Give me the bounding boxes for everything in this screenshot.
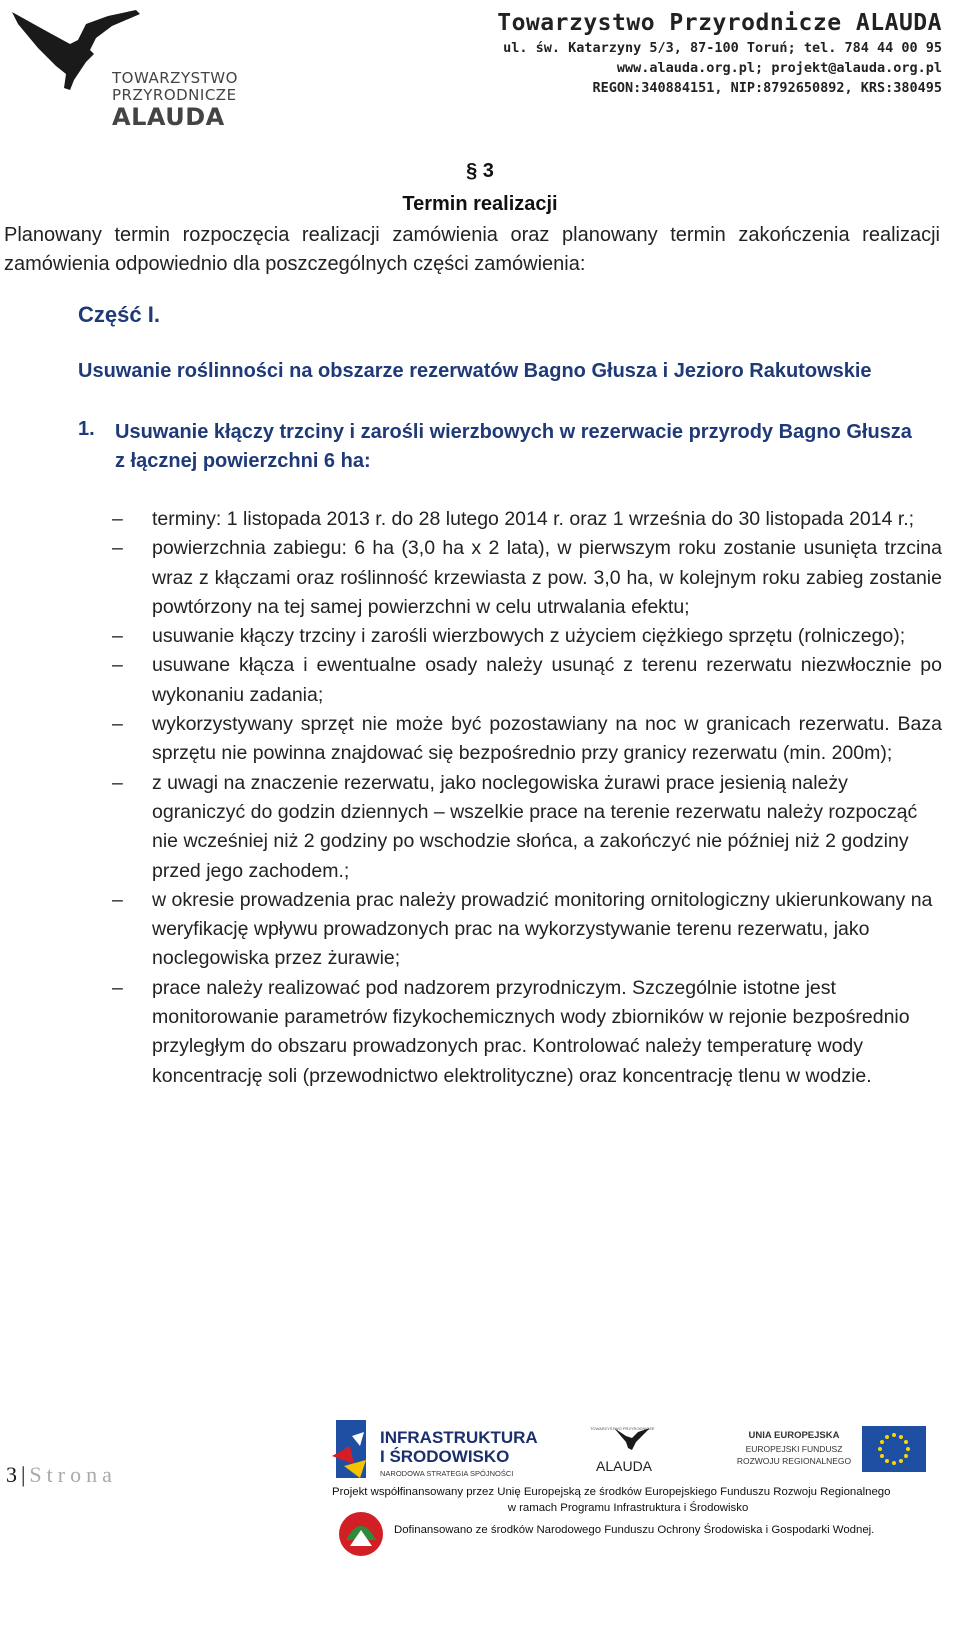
org-ids: REGON:340884151, NIP:8792650892, KRS:380495 [592, 80, 942, 96]
infra-title-2: I ŚRODOWISKO [380, 1447, 510, 1466]
section-number: § 3 [466, 160, 494, 182]
list-item [112, 886, 942, 974]
bullet-dash: – [112, 654, 123, 677]
infrastruktura-logo [330, 1416, 540, 1482]
logo-line-3: ALAUDA [112, 103, 225, 131]
list-item [112, 534, 942, 622]
bullet-dash: – [112, 713, 123, 736]
list-item [112, 710, 942, 769]
bird-small-icon [612, 1424, 652, 1456]
list-item-text: terminy: 1 listopada 2013 r. do 28 lutego 2014 r. oraz 1 września do 30 listopada 2014 r.; [152, 508, 915, 530]
intro-paragraph: Planowany termin rozpoczęcia realizacji zamówienia oraz planowany termin zakończenia realizacji zamówienia odpowiednio dla poszczególnych części zamówienia: [4, 224, 940, 275]
page-number [6, 1462, 117, 1488]
eu-text-1: UNIA EUROPEJSKA [748, 1430, 840, 1441]
logo-wordmark [112, 70, 238, 130]
eu-flag-icon [862, 1426, 926, 1472]
cofinance-line-1: Projekt współfinansowany przez Unię Europejską ze środków Europejskiego Funduszu Rozwoju Regionalnego [332, 1486, 891, 1498]
org-name: Towarzystwo Przyrodnicze ALAUDA [497, 10, 942, 36]
eu-text-2: EUROPEJSKI FUNDUSZ [745, 1444, 843, 1454]
nfosigw-logo-icon [336, 1506, 386, 1558]
list-item-text: wykorzystywany sprzęt nie może być pozostawiany na noc w granicach rezerwatu. Baza sprzętu nie powinna znajdować się bezpośrednio przy granicy rezerwatu (min. 200m); [152, 713, 942, 765]
bullet-dash: – [112, 888, 123, 911]
infrastruktura-emblem-icon [330, 1416, 376, 1482]
page-label: Strona [29, 1462, 117, 1487]
page-separator: | [21, 1462, 26, 1487]
logo-line-2: PRZYRODNICZE [112, 86, 237, 104]
list-item-text: prace należy realizować pod nadzorem przyrodniczym. Szczególnie istotne jest monitorowanie parametrów fizykochemicznych wody zbiorników w rejonie bezpośrednio przyległym do obszaru prowadzonych prac. Kontrolować należy temperaturę wody koncentrację soli (przewodnictwo elektrolityczne) oraz koncentrację tlenu w wodzie. [152, 976, 910, 1087]
list-item [112, 769, 942, 886]
section-title: Termin realizacji [402, 193, 558, 215]
org-address: ul. św. Katarzyny 5/3, 87-100 Toruń; tel. 784 44 00 95 [503, 40, 942, 56]
item-number: 1. [78, 418, 95, 440]
bullet-dash: – [112, 508, 123, 530]
requirements-list [112, 505, 942, 1091]
letterhead [0, 0, 960, 130]
list-item-text: usuwanie kłączy trzciny i zarośli wierzbowych z użyciem ciężkiego sprzętu (rolniczego); [152, 625, 906, 648]
list-item-text: usuwane kłącza i ewentualne osady należy usunąć z terenu rezerwatu niezwłocznie po wykonaniu zadania; [152, 654, 942, 706]
cofinance-line-3: Dofinansowano ze środków Narodowego Funduszu Ochrony Środowiska i Gospodarki Wodnej. [394, 1524, 875, 1536]
list-item [112, 974, 942, 1091]
alauda-logo [8, 4, 238, 131]
eu-text-3: ROZWOJU REGIONALNEGO [736, 1456, 852, 1466]
list-item-text: z uwagi na znaczenie rezerwatu, jako noclegowiska żurawi prace jesienią należy ograniczyć do godzin dziennych – wszelkie prace na terenie rezerwatu należy rozpocząć nie wcześniej niż 2 godziny po wschodzie słońca, a zakończyć nie później niż 2 godziny przed jego zachodem.; [152, 771, 918, 882]
eu-logo [730, 1426, 930, 1482]
part-subtitle: Usuwanie roślinności na obszarze rezerwatów Bagno Głusza i Jezioro Rakutowskie [78, 360, 872, 382]
list-item-text: powierzchnia zabiegu: 6 ha (3,0 ha x 2 lata), w pierwszym roku zostanie usunięta trzcina wraz z kłączami oraz roślinność krzewiasta z pow. 3,0 ha, w kolejnym roku zabieg zostanie powtórzony na tej samej powierzchni w celu utrwalania efektu; [152, 537, 942, 618]
alauda-small-name: ALAUDA [596, 1458, 653, 1474]
bullet-dash: – [112, 976, 123, 999]
item-heading: Usuwanie kłączy trzciny i zarośli wierzbowych w rezerwacie przyrody Bagno Głusza z łącznej powierzchni 6 ha: [115, 421, 912, 472]
bullet-dash: – [112, 537, 123, 560]
alauda-small-logo [590, 1420, 670, 1480]
infra-title-1: INFRASTRUKTURA [380, 1428, 538, 1447]
list-item [112, 651, 942, 710]
bullet-dash: – [112, 625, 123, 648]
alauda-small-top: TOWARZYSTWO PRZYRODNICZE [590, 1426, 655, 1431]
infra-subtitle: NARODOWA STRATEGIA SPÓJNOŚCI [380, 1469, 514, 1478]
bullet-dash: – [112, 771, 123, 794]
list-item [112, 505, 942, 534]
org-web: www.alauda.org.pl; projekt@alauda.org.pl [616, 60, 942, 76]
part-title: Część I. [78, 302, 160, 327]
list-item-text: w okresie prowadzenia prac należy prowadzić monitoring ornitologiczny ukierunkowany na weryfikację wpływu prowadzonych prac na wykorzystywanie terenu rezerwatu, jako noclegowiska przez żurawie; [152, 888, 933, 970]
cofinance-line-2: w ramach Programu Infrastruktura i Środowisko [507, 1502, 749, 1514]
page-number-value: 3 [6, 1462, 17, 1487]
org-info [497, 8, 942, 98]
logo-line-1: TOWARZYSTWO [112, 69, 238, 87]
list-item [112, 622, 942, 651]
